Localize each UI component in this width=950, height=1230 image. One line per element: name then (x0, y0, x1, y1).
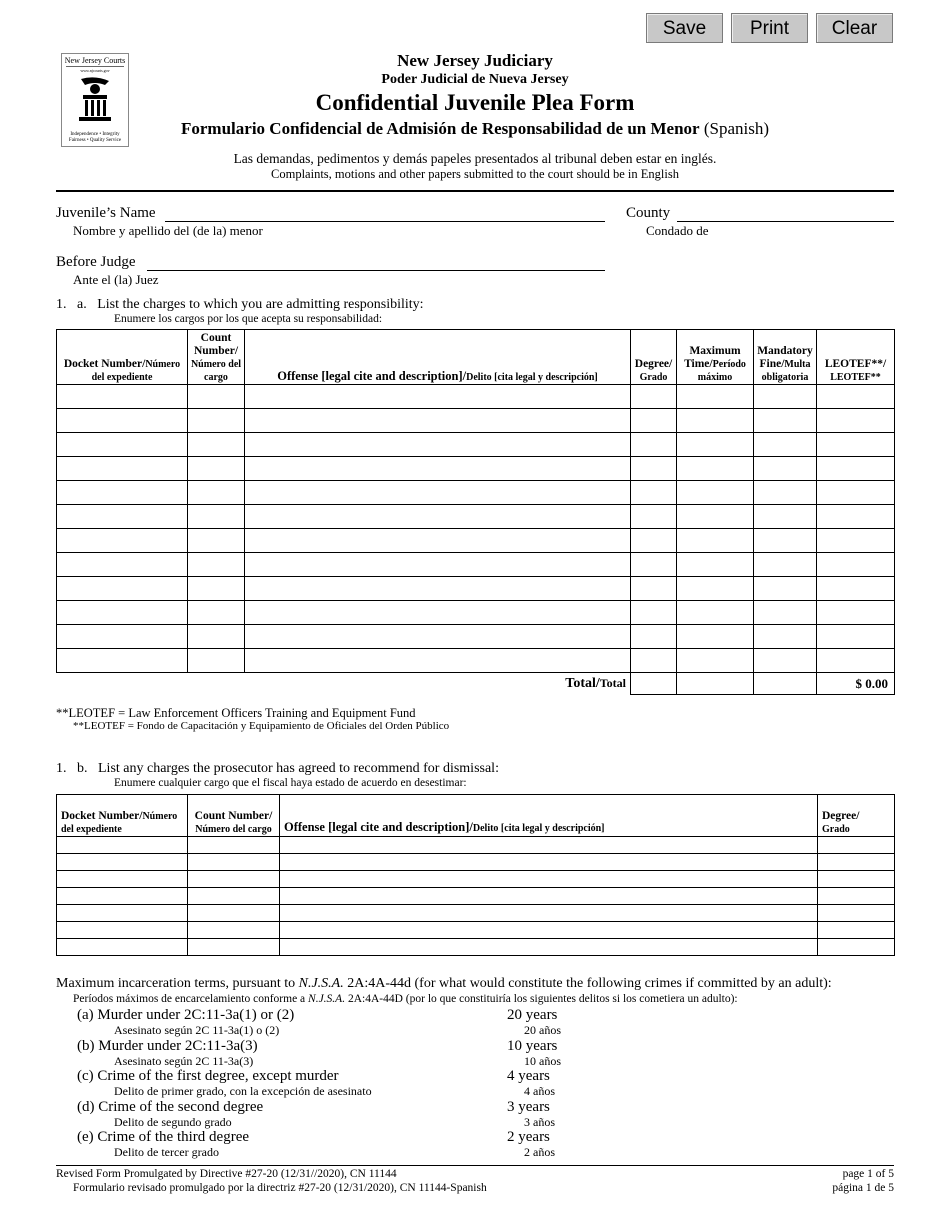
dismissal-row (57, 888, 895, 905)
term-value: 20 years (507, 1007, 558, 1023)
charges-table (56, 329, 895, 695)
charge-cell[interactable] (754, 385, 817, 409)
section-1a-heading-es: Enumere los cargos por los que acepta su responsabilidad: (114, 313, 383, 325)
charge-row (57, 409, 895, 433)
col-maximum-time: Maximum Time/Período máximo (677, 330, 754, 385)
logo-motto-2: Fairness • Quality Service (68, 138, 122, 143)
charge-cell[interactable] (631, 529, 677, 553)
charge-cell[interactable] (754, 625, 817, 649)
form-language: (Spanish) (703, 119, 769, 138)
charge-cell[interactable] (245, 577, 631, 601)
dismissal-cell[interactable] (818, 837, 895, 854)
charge-cell[interactable] (245, 505, 631, 529)
charge-cell[interactable] (57, 649, 188, 673)
charge-cell[interactable] (817, 385, 895, 409)
charge-cell[interactable] (631, 577, 677, 601)
before-judge-label: Before Judge (56, 254, 136, 270)
before-judge-label-es: Ante el (la) Juez (73, 272, 159, 287)
charge-cell[interactable] (57, 625, 188, 649)
col-1b-offense: Offense [legal cite and description]/Delito [cita legal y descripción] (280, 795, 818, 837)
charge-cell[interactable] (245, 649, 631, 673)
charge-row (57, 577, 895, 601)
charge-cell[interactable] (677, 481, 754, 505)
charge-cell[interactable] (754, 457, 817, 481)
charge-cell[interactable] (57, 601, 188, 625)
charge-row (57, 385, 895, 409)
charge-cell[interactable] (677, 577, 754, 601)
dismissal-cell[interactable] (280, 854, 818, 871)
dismissal-cell[interactable] (188, 905, 280, 922)
charge-cell[interactable] (245, 409, 631, 433)
charge-cell[interactable] (677, 409, 754, 433)
charge-cell[interactable] (188, 553, 245, 577)
charge-cell[interactable] (677, 649, 754, 673)
org-name: New Jersey Judiciary (397, 51, 553, 70)
charge-cell[interactable] (57, 481, 188, 505)
charge-cell[interactable] (754, 433, 817, 457)
charge-cell[interactable] (754, 529, 817, 553)
charge-cell[interactable] (677, 457, 754, 481)
charge-row (57, 529, 895, 553)
col-degree: Degree/ Grado (631, 330, 677, 385)
form-title-es: Formulario Confidencial de Admisión de Responsabilidad de un Menor (181, 119, 700, 138)
col-1b-docket-number: Docket Number/Número del expediente (57, 795, 188, 837)
charge-cell[interactable] (677, 553, 754, 577)
charge-cell[interactable] (245, 481, 631, 505)
juvenile-name-label-es: Nombre y apellido del (de la) menor (73, 223, 263, 238)
dismissal-row (57, 922, 895, 939)
charge-row (57, 649, 895, 673)
form-title: Confidential Juvenile Plea Form (315, 90, 635, 115)
charge-cell[interactable] (631, 457, 677, 481)
max-terms-intro-es: Períodos máximos de encarcelamiento conforme a N.J.S.A. 2A:4A-44D (por lo que constituiría los siguientes delitos si los cometiera un adulto): (73, 993, 738, 1005)
charge-cell[interactable] (245, 601, 631, 625)
charge-cell[interactable] (57, 577, 188, 601)
charge-cell[interactable] (817, 625, 895, 649)
charge-cell[interactable] (631, 625, 677, 649)
footer-page: page 1 of 5 (842, 1168, 894, 1180)
dismissal-cell[interactable] (188, 939, 280, 956)
term-value: 3 years (507, 1098, 550, 1115)
charge-cell[interactable] (188, 625, 245, 649)
charge-cell[interactable] (188, 385, 245, 409)
notice-en: Complaints, motions and other papers submitted to the court should be in English (271, 167, 679, 181)
crime-label: (a) Murder under 2C:11-3a(1) or (2) (77, 1007, 295, 1023)
charge-cell[interactable] (754, 481, 817, 505)
charge-row (57, 433, 895, 457)
col-offense: Offense [legal cite and description]/Delito [cita legal y descripción] (245, 330, 631, 385)
logo-url: www.njcourts.gov (66, 66, 124, 73)
charge-row (57, 481, 895, 505)
dismissal-row (57, 939, 895, 956)
leotef-footnote-es: **LEOTEF = Fondo de Capacitación y Equipamiento de Oficiales del Orden Público (73, 720, 450, 732)
term-value: 2 years (507, 1129, 550, 1145)
charge-cell[interactable] (677, 625, 754, 649)
charge-cell[interactable] (57, 433, 188, 457)
footer-page-es: página 1 de 5 (832, 1182, 894, 1194)
charge-cell[interactable] (817, 649, 895, 673)
charge-cell[interactable] (817, 601, 895, 625)
charge-cell[interactable] (754, 505, 817, 529)
dismissal-cell[interactable] (280, 922, 818, 939)
charge-cell[interactable] (245, 457, 631, 481)
charge-cell[interactable] (245, 385, 631, 409)
juvenile-name-label: Juvenile’s Name (56, 205, 156, 221)
term-value: 4 years (507, 1068, 550, 1084)
footer-revised-es: Formulario revisado promulgado por la directriz #27-20 (12/31/2020), CN 11144-Spanish (73, 1182, 487, 1194)
dismissal-cell[interactable] (818, 922, 895, 939)
charge-row (57, 457, 895, 481)
col-1b-degree: Degree/ Grado (818, 795, 895, 837)
term-value-es: 4 años (524, 1084, 555, 1098)
charge-cell[interactable] (57, 457, 188, 481)
dismissal-cell[interactable] (188, 837, 280, 854)
charge-row (57, 505, 895, 529)
dismissal-cell[interactable] (57, 939, 188, 956)
crime-label: (d) Crime of the second degree (77, 1098, 264, 1115)
crime-label-es: Delito de tercer grado (114, 1145, 219, 1159)
dismissal-cell[interactable] (280, 871, 818, 888)
charge-cell[interactable] (245, 625, 631, 649)
charge-cell[interactable] (677, 601, 754, 625)
total-fine-cell (754, 673, 817, 695)
dismissal-row (57, 905, 895, 922)
col-leotef: LEOTEF**/ LEOTEF** (817, 330, 895, 385)
charge-cell[interactable] (188, 601, 245, 625)
charge-cell[interactable] (817, 529, 895, 553)
charge-cell[interactable] (188, 481, 245, 505)
dismissal-cell[interactable] (188, 871, 280, 888)
dismissal-cell[interactable] (57, 888, 188, 905)
max-terms-intro: Maximum incarceration terms, pursuant to N.J.S.A. 2A:4A-44d (for what would constitute the following crimes if committed by an adult): (56, 976, 832, 991)
charge-cell[interactable] (754, 409, 817, 433)
term-value-es: 3 años (524, 1114, 555, 1129)
total-degree-cell (631, 673, 677, 695)
col-mandatory-fine: Mandatory Fine/Multa obligatoria (754, 330, 817, 385)
crime-label: (e) Crime of the third degree (77, 1129, 250, 1145)
leotef-footnote-en: **LEOTEF = Law Enforcement Officers Training and Equipment Fund (56, 706, 416, 720)
section-1b-heading: 1. b. List any charges the prosecutor has agreed to recommend for dismissal: (56, 761, 499, 776)
charge-cell[interactable] (817, 481, 895, 505)
col-docket-number: Docket Number/Número del expediente (57, 330, 188, 385)
charge-cell[interactable] (188, 505, 245, 529)
total-leotef-value: $ 0.00 (817, 673, 895, 695)
charge-cell[interactable] (631, 385, 677, 409)
dismissal-cell[interactable] (818, 905, 895, 922)
dismissal-cell[interactable] (818, 871, 895, 888)
col-count-number: Count Number/ Número del cargo (188, 330, 245, 385)
juvenile-name-field[interactable] (165, 221, 605, 222)
charge-cell[interactable] (188, 457, 245, 481)
charge-cell[interactable] (817, 577, 895, 601)
charge-cell[interactable] (817, 433, 895, 457)
charge-cell[interactable] (188, 529, 245, 553)
charge-cell[interactable] (754, 649, 817, 673)
charge-cell[interactable] (57, 529, 188, 553)
charge-cell[interactable] (817, 409, 895, 433)
dismissal-cell[interactable] (57, 854, 188, 871)
crime-label-es: Delito de primer grado, con la excepción de asesinato (114, 1084, 372, 1098)
footer-revised: Revised Form Promulgated by Directive #27-20 (12/31//2020), CN 11144 (56, 1168, 397, 1180)
term-value: 10 years (507, 1037, 558, 1054)
charge-cell[interactable] (245, 553, 631, 577)
charge-cell[interactable] (631, 601, 677, 625)
notice-es: Las demandas, pedimentos y demás papeles presentados al tribunal deben estar en inglés. (233, 151, 717, 166)
county-label: County (626, 205, 671, 221)
dismissal-cell[interactable] (280, 837, 818, 854)
org-name-es: Poder Judicial de Nueva Jersey (381, 72, 569, 87)
form-title-es-line (0, 119, 950, 139)
dismissal-cell[interactable] (280, 888, 818, 905)
dismissal-cell[interactable] (57, 922, 188, 939)
logo-title: New Jersey Courts (64, 56, 126, 65)
dismissal-charges-table (56, 794, 895, 956)
dismissal-row (57, 854, 895, 871)
charge-cell[interactable] (677, 433, 754, 457)
dismissal-cell[interactable] (57, 837, 188, 854)
dismissal-cell[interactable] (188, 922, 280, 939)
crime-label: (c) Crime of the first degree, except murder (77, 1068, 339, 1084)
charge-row (57, 553, 895, 577)
header-divider (56, 190, 894, 192)
county-label-es: Condado de (646, 223, 709, 238)
county-field[interactable] (677, 221, 894, 222)
dismissal-cell[interactable] (818, 939, 895, 956)
charge-cell[interactable] (817, 457, 895, 481)
logo-motto-1: Independence • Integrity (70, 132, 120, 137)
charge-cell[interactable] (631, 481, 677, 505)
crime-label-es: Delito de segundo grado (114, 1114, 232, 1129)
dismissal-cell[interactable] (818, 854, 895, 871)
total-maximum-time-cell (677, 673, 754, 695)
charge-cell[interactable] (754, 553, 817, 577)
charge-cell[interactable] (754, 577, 817, 601)
charge-cell[interactable] (677, 505, 754, 529)
total-label: Total/Total (57, 673, 631, 695)
charge-cell[interactable] (245, 529, 631, 553)
charge-cell[interactable] (245, 433, 631, 457)
footer-divider (56, 1165, 894, 1166)
charge-cell[interactable] (188, 649, 245, 673)
charge-cell[interactable] (754, 601, 817, 625)
crime-label-es: Asesinato según 2C 11-3a(3) (114, 1053, 254, 1068)
dismissal-cell[interactable] (188, 888, 280, 905)
charge-cell[interactable] (631, 505, 677, 529)
charge-cell[interactable] (57, 553, 188, 577)
charge-row (57, 601, 895, 625)
col-1b-count-number: Count Number/ Número del cargo (188, 795, 280, 837)
charge-cell[interactable] (188, 577, 245, 601)
crime-label: (b) Murder under 2C:11-3a(3) (77, 1037, 258, 1054)
section-1b-heading-es: Enumere cualquier cargo que el fiscal haya estado de acuerdo en desestimar: (114, 777, 467, 789)
charge-cell[interactable] (817, 505, 895, 529)
section-1a-heading: 1. a. List the charges to which you are admitting responsibility: (56, 297, 424, 312)
charge-row (57, 625, 895, 649)
charge-cell[interactable] (57, 505, 188, 529)
term-value-es: 2 años (524, 1145, 555, 1159)
dismissal-cell[interactable] (280, 905, 818, 922)
dismissal-row (57, 837, 895, 854)
save-button[interactable]: Save (646, 13, 723, 43)
term-value-es: 20 años (524, 1023, 561, 1037)
dismissal-cell[interactable] (188, 854, 280, 871)
dismissal-cell[interactable] (818, 888, 895, 905)
charge-cell[interactable] (57, 409, 188, 433)
before-judge-field[interactable] (147, 270, 605, 271)
charge-cell[interactable] (631, 409, 677, 433)
crime-label-es: Asesinato según 2C 11-3a(1) o (2) (114, 1023, 280, 1037)
clear-button[interactable]: Clear (816, 13, 893, 43)
charge-cell[interactable] (188, 409, 245, 433)
charge-cell[interactable] (631, 553, 677, 577)
charge-cell[interactable] (677, 529, 754, 553)
term-value-es: 10 años (524, 1053, 561, 1068)
charge-cell[interactable] (57, 385, 188, 409)
print-button[interactable]: Print (731, 13, 808, 43)
dismissal-cell[interactable] (280, 939, 818, 956)
charge-cell[interactable] (817, 553, 895, 577)
charge-cell[interactable] (188, 433, 245, 457)
charge-cell[interactable] (677, 385, 754, 409)
charge-cell[interactable] (631, 433, 677, 457)
dismissal-cell[interactable] (57, 871, 188, 888)
dismissal-cell[interactable] (57, 905, 188, 922)
dismissal-row (57, 871, 895, 888)
charge-cell[interactable] (631, 649, 677, 673)
